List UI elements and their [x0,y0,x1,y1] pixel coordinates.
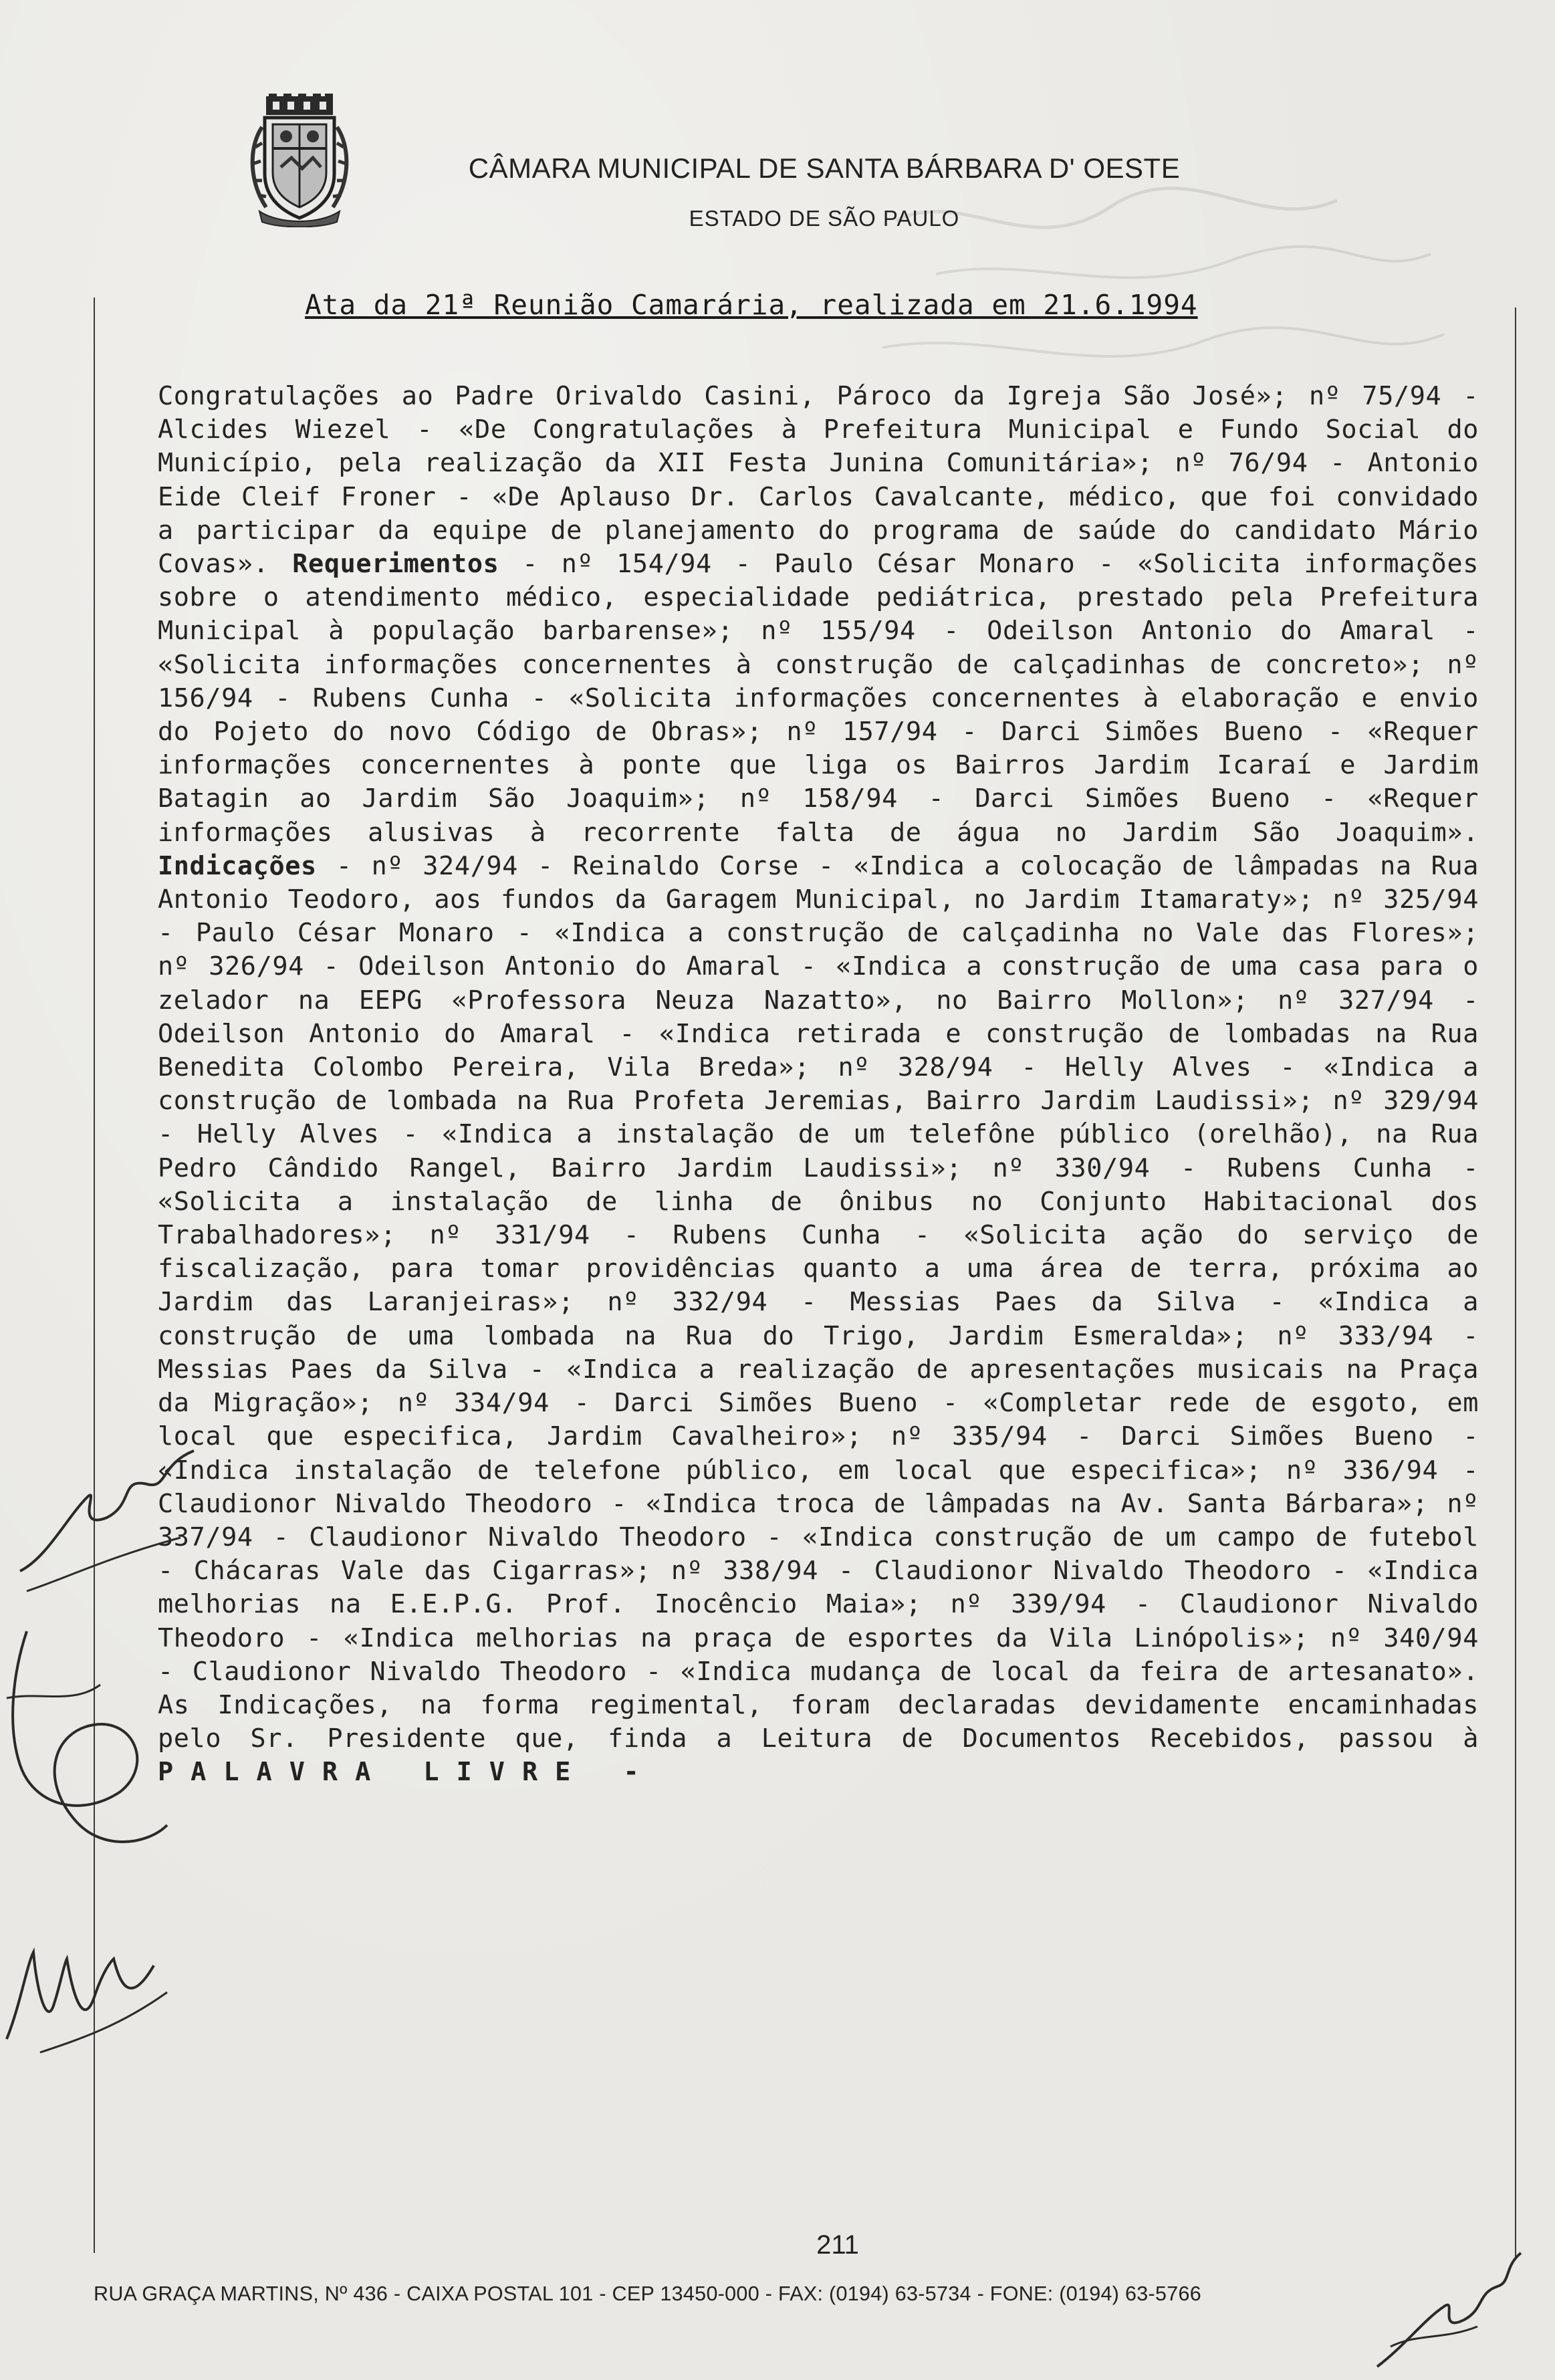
page-number: 211 [816,2230,859,2260]
footer-signature [1364,2246,1524,2380]
institution-name: CÂMARA MUNICIPAL DE SANTA BÁRBARA D' OESTE [468,152,1181,184]
requerimentos-heading: Requerimentos [292,549,499,580]
indicacoes-heading: Indicações [158,850,317,881]
margin-signature-3 [0,1925,174,2072]
state-name: ESTADO DE SÃO PAULO [689,206,960,231]
left-margin-line [94,298,95,2253]
footer-address: RUA GRAÇA MARTINS, Nº 436 - CAIXA POSTAL 101 - CEP 13450-000 - FAX: (0194) 63-5734 - FONE: (0194) 63-5766 [94,2282,1202,2305]
right-margin-line [1515,308,1516,2260]
minutes-body [158,380,1479,1790]
requerimentos-paragraph: - nº 154/94 - Paulo César Monaro - «Solicita informações sobre o atendimento médico, especialidade pediátrica, prestado pela Prefeitura Municipal à população barbarense»; nº 155/94 - Odeilson Antonio do Amaral - «Solicita informações concernentes à construção de calçadinhas de concreto»; nº 156/94 - Rubens Cunha - «Solicita informações concernentes à elaboração e envio do Pojeto do novo Código de Obras»; nº 157/94 - Darci Simões Bueno - «Requer informações concernentes à ponte que liga os Bairros Jardim Icaraí e Jardim Batagin ao Jardim São Joaquim»; nº 158/94 - Darci Simões Bueno - «Requer informações alusivas à recorrente falta de água no Jardim São Joaquim». [158,549,1479,848]
indicacoes-paragraph: - nº 324/94 - Reinaldo Corse - «Indica a colocação de lâmpadas na Rua Antonio Teodoro, aos fundos da Garagem Municipal, no Jardim Itamaraty»; nº 325/94 - Paulo César Monaro - «Indica a construção de calçadinha no Vale das Flores»; nº 326/94 - Odeilson Antonio do Amaral - «Indica a construção de uma casa para o zelador na EEPG «Professora Neuza Nazatto», no Bairro Mollon»; nº 327/94 - Odeilson Antonio do Amaral - «Indica retirada e construção de lombadas na Rua Benedita Colombo Pereira, Vila Breda»; nº 328/94 - Helly Alves - «Indica a construção de lombada na Rua Profeta Jeremias, Bairro Jardim Laudissi»; nº 329/94 - Helly Alves - «Indica a instalação de um telefône público (orelhão), na Rua Pedro Cândido Rangel, Bairro Jardim Laudissi»; nº 330/94 - Rubens Cunha - «Solicita a instalação de linha de ônibus no Conjunto Habitacional dos Trabalhadores»; nº 331/94 - Rubens Cunha - «Solicita ação do serviço de fiscalização, para tomar providências quanto a uma área de terra, próxima ao Jardim das Laranjeiras»; nº 332/94 - Messias Paes da Silva - «Indica a construção de uma lombada na Rua do Trigo, Jardim Esmeralda»; nº 333/94 - Messias Paes da Silva - «Indica a realização de apresentações musicais na Praça da Migração»; nº 334/94 - Darci Simões Bueno - «Completar rede de esgoto, em local que especifica, Jardim Cavalheiro»; nº 335/94 - Darci Simões Bueno - «Indica instalação de telefone público, em local que especifica»; nº 336/94 - Claudionor Nivaldo Theodoro - «Indica troca de lâmpadas na Av. Santa Bárbara»; nº 337/94 - Claudionor Nivaldo Theodoro - «Indica construção de um campo de futebol - Chácaras Vale das Cigarras»; nº 338/94 - Claudionor Nivaldo Theodoro - «Indica melhorias na E.E.P.G. Prof. Inocêncio Maia»; nº 339/94 - Claudionor Nivaldo Theodoro - «Indica melhorias na praça de esportes da Vila Linópolis»; nº 340/94 - Claudionor Nivaldo Theodoro - «Indica mudança de local da feira de artesanato». As Indicações, na forma regimental, foram declaradas devidamente encaminhadas pelo Sr. Presidente que, finda a Leitura de Documentos Recebidos, passou à [158,850,1479,1754]
margin-signature-2 [0,1618,174,1872]
minutes-title: Ata da 21ª Reunião Camarária, realizada em 21.6.1994 [305,289,1198,321]
palavra-livre-heading: PALAVRA LIVRE - [158,1757,656,1788]
congratulations-paragraph: Congratulações ao Padre Orivaldo Casini, Pároco da Igreja São José»; nº 75/94 - Alcides Wiezel - «De Congratulações à Prefeitura Municipal e Fundo Social do Município, pela realização da XII Festa Junina Comunitária»; nº 76/94 - Antonio Eide Cleif Froner - «De Aplauso Dr. Carlos Cavalcante, médico, que foi convidado a participar da equipe de planejamento do programa de saúde do candidato Mário Covas». [158,381,1479,580]
